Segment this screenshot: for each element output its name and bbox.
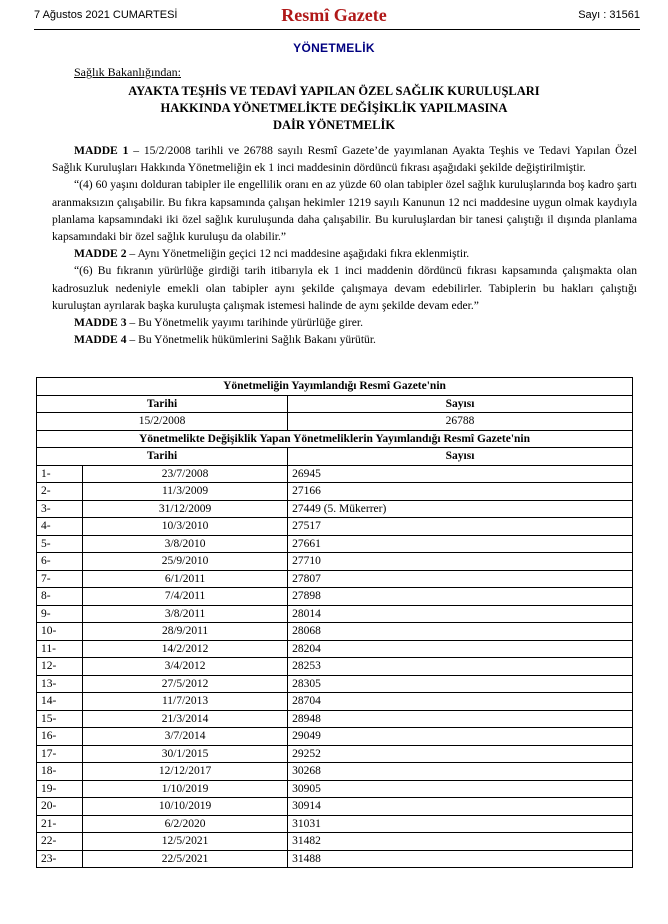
row-date: 3/4/2012 <box>83 658 288 676</box>
row-issue-number: 27166 <box>288 483 633 501</box>
row-date: 28/9/2011 <box>83 623 288 641</box>
row-date: 3/8/2011 <box>83 605 288 623</box>
row-date: 21/3/2014 <box>83 710 288 728</box>
regulation-title <box>0 83 668 134</box>
row-issue-number: 29252 <box>288 745 633 763</box>
ministry-name: Sağlık Bakanlığından: <box>74 65 181 79</box>
table-row <box>37 798 633 816</box>
article-text: – Bu Yönetmelik yayımı tarihinde yürürlüğe girer. <box>126 316 364 330</box>
regulation-title-line: AYAKTA TEŞHİS VE TEDAVİ YAPILAN ÖZEL SAĞLIK KURULUŞLARI <box>128 84 540 98</box>
row-issue-number: 31031 <box>288 815 633 833</box>
column-number: Sayısı <box>288 395 633 413</box>
row-number: 1- <box>37 465 83 483</box>
column-date: Tarihi <box>37 448 288 466</box>
row-issue-number: 28014 <box>288 605 633 623</box>
row-number: 23- <box>37 850 83 868</box>
row-number: 4- <box>37 518 83 536</box>
row-issue-number: 28204 <box>288 640 633 658</box>
row-issue-number: 28948 <box>288 710 633 728</box>
row-date: 3/8/2010 <box>83 535 288 553</box>
row-issue-number: 27807 <box>288 570 633 588</box>
row-date: 12/5/2021 <box>83 833 288 851</box>
table-row <box>37 588 633 606</box>
article-text: – 15/2/2008 tarihli ve 26788 sayılı Resmî Gazete’de yayımlanan Ayakta Teşhis ve Tedavi Yapılan Özel Sağlık Kuruluşları Hakkında Yönetmeliğin ek 1 inci maddesinin dördüncü fıkrası aşağıdaki şekilde değiştirilmiştir. <box>52 144 637 175</box>
row-date: 30/1/2015 <box>83 745 288 763</box>
row-issue-number: 27449 (5. Mükerrer) <box>288 500 633 518</box>
table-row <box>37 745 633 763</box>
row-date: 25/9/2010 <box>83 553 288 571</box>
column-date: Tarihi <box>37 395 288 413</box>
table-column-row <box>37 395 633 413</box>
row-number: 22- <box>37 833 83 851</box>
row-number: 7- <box>37 570 83 588</box>
row-issue-number: 29049 <box>288 728 633 746</box>
table-row <box>37 815 633 833</box>
row-date: 6/1/2011 <box>83 570 288 588</box>
row-number: 14- <box>37 693 83 711</box>
header-date: 7 Ağustos 2021 CUMARTESİ <box>34 9 178 21</box>
row-issue-number: 27710 <box>288 553 633 571</box>
table-row <box>37 850 633 868</box>
table-row <box>37 535 633 553</box>
row-issue-number: 26945 <box>288 465 633 483</box>
table-row <box>37 675 633 693</box>
article-label: MADDE 1 <box>74 144 129 157</box>
row-number: 18- <box>37 763 83 781</box>
table-row <box>37 483 633 501</box>
table-row <box>37 605 633 623</box>
article-2 <box>52 245 637 262</box>
row-number: 2- <box>37 483 83 501</box>
row-issue-number: 28305 <box>288 675 633 693</box>
original-date: 15/2/2008 <box>37 413 288 431</box>
article-text: – Bu Yönetmelik hükümlerini Sağlık Bakanı yürütür. <box>126 333 376 347</box>
row-number: 12- <box>37 658 83 676</box>
table-row <box>37 465 633 483</box>
table-row <box>37 553 633 571</box>
publication-table <box>36 377 633 868</box>
row-issue-number: 27898 <box>288 588 633 606</box>
row-date: 12/12/2017 <box>83 763 288 781</box>
row-number: 17- <box>37 745 83 763</box>
row-date: 10/10/2019 <box>83 798 288 816</box>
article-label: MADDE 2 <box>74 247 127 261</box>
article-1-quote: “(4) 60 yaşını dolduran tabipler ile engellilik oranı en az yüzde 60 olan tabipler özel sağlık kuruluşlarında boş kadro şartı aranmaksızın çalışabilir. Bu fıkra kapsamında çalışan hekimler 1219 sayılı Kanunun 12 nci maddesine uygun olmak kaydıyla planlama kapsamındaki iki özel sağlık kuruluşunda daha çalışabilir. Bu kuruluşlardan bir tanesi çalıştığı il dışında planlama kapsamındaki bir özel sağlık kuruluşu da olabilir.” <box>52 178 637 244</box>
article-1 <box>52 142 637 176</box>
table-header-row <box>37 378 633 396</box>
table-row <box>37 518 633 536</box>
row-date: 27/5/2012 <box>83 675 288 693</box>
row-date: 11/3/2009 <box>83 483 288 501</box>
gazette-header <box>0 0 668 36</box>
row-date: 10/3/2010 <box>83 518 288 536</box>
row-issue-number: 31488 <box>288 850 633 868</box>
row-date: 3/7/2014 <box>83 728 288 746</box>
row-number: 15- <box>37 710 83 728</box>
row-date: 11/7/2013 <box>83 693 288 711</box>
column-number: Sayısı <box>288 448 633 466</box>
row-number: 21- <box>37 815 83 833</box>
table-row <box>37 693 633 711</box>
row-number: 19- <box>37 780 83 798</box>
row-issue-number: 30268 <box>288 763 633 781</box>
row-issue-number: 28068 <box>288 623 633 641</box>
regulation-body <box>52 142 637 348</box>
regulation-title-line: DAİR YÖNETMELİK <box>272 118 396 132</box>
row-date: 14/2/2012 <box>83 640 288 658</box>
table-heading: Yönetmeliğin Yayımlandığı Resmî Gazete'nin <box>37 378 633 396</box>
header-divider <box>34 29 640 30</box>
table-row <box>37 710 633 728</box>
table-row <box>37 728 633 746</box>
table-row <box>37 500 633 518</box>
issue-number: Sayı : 31561 <box>578 9 640 21</box>
article-2-quote: “(6) Bu fıkranın yürürlüğe girdiği tarih itibarıyla ek 1 inci maddenin dördüncü fıkrası kapsamında çalışmakta olan kadrosuzluk nedeniyle emekli olan tabipler aynı şekilde çalışmaya devam edebilirler. Tabiplerin bu hakları çalıştığı kuruluştan ayrılarak başka kuruluşta çalışmak istemesi halinde de aynı şekilde devam eder.” <box>52 264 637 312</box>
row-date: 31/12/2009 <box>83 500 288 518</box>
table-header-row <box>37 430 633 448</box>
row-number: 9- <box>37 605 83 623</box>
row-number: 6- <box>37 553 83 571</box>
regulation-title-line: HAKKINDA YÖNETMELİKTE DEĞİŞİKLİK YAPILMASINA <box>160 101 508 115</box>
table-row <box>37 763 633 781</box>
article-4 <box>52 331 637 348</box>
row-issue-number: 30905 <box>288 780 633 798</box>
row-date: 22/5/2021 <box>83 850 288 868</box>
row-number: 3- <box>37 500 83 518</box>
table-row <box>37 658 633 676</box>
article-label: MADDE 4 <box>74 333 127 347</box>
row-issue-number: 27517 <box>288 518 633 536</box>
row-date: 1/10/2019 <box>83 780 288 798</box>
row-date: 6/2/2020 <box>83 815 288 833</box>
row-number: 11- <box>37 640 83 658</box>
row-number: 8- <box>37 588 83 606</box>
article-text: – Aynı Yönetmeliğin geçici 12 nci maddesine aşağıdaki fıkra eklenmiştir. <box>126 247 470 261</box>
table-row <box>37 623 633 641</box>
row-issue-number: 31482 <box>288 833 633 851</box>
original-number: 26788 <box>288 413 633 431</box>
section-heading: YÖNETMELİK <box>293 41 375 55</box>
table-row <box>37 780 633 798</box>
table-row <box>37 640 633 658</box>
row-number: 10- <box>37 623 83 641</box>
gazette-title: Resmî Gazete <box>281 5 387 25</box>
row-number: 13- <box>37 675 83 693</box>
row-date: 7/4/2011 <box>83 588 288 606</box>
table-column-row <box>37 448 633 466</box>
row-issue-number: 30914 <box>288 798 633 816</box>
amendments-heading: Yönetmelikte Değişiklik Yapan Yönetmeliklerin Yayımlandığı Resmî Gazete'nin <box>37 430 633 448</box>
row-number: 20- <box>37 798 83 816</box>
table-row <box>37 833 633 851</box>
article-3 <box>52 314 637 331</box>
article-label: MADDE 3 <box>74 316 127 330</box>
row-issue-number: 28253 <box>288 658 633 676</box>
row-number: 5- <box>37 535 83 553</box>
row-date: 23/7/2008 <box>83 465 288 483</box>
row-issue-number: 27661 <box>288 535 633 553</box>
row-issue-number: 28704 <box>288 693 633 711</box>
original-publication-row <box>37 413 633 431</box>
row-number: 16- <box>37 728 83 746</box>
table-row <box>37 570 633 588</box>
